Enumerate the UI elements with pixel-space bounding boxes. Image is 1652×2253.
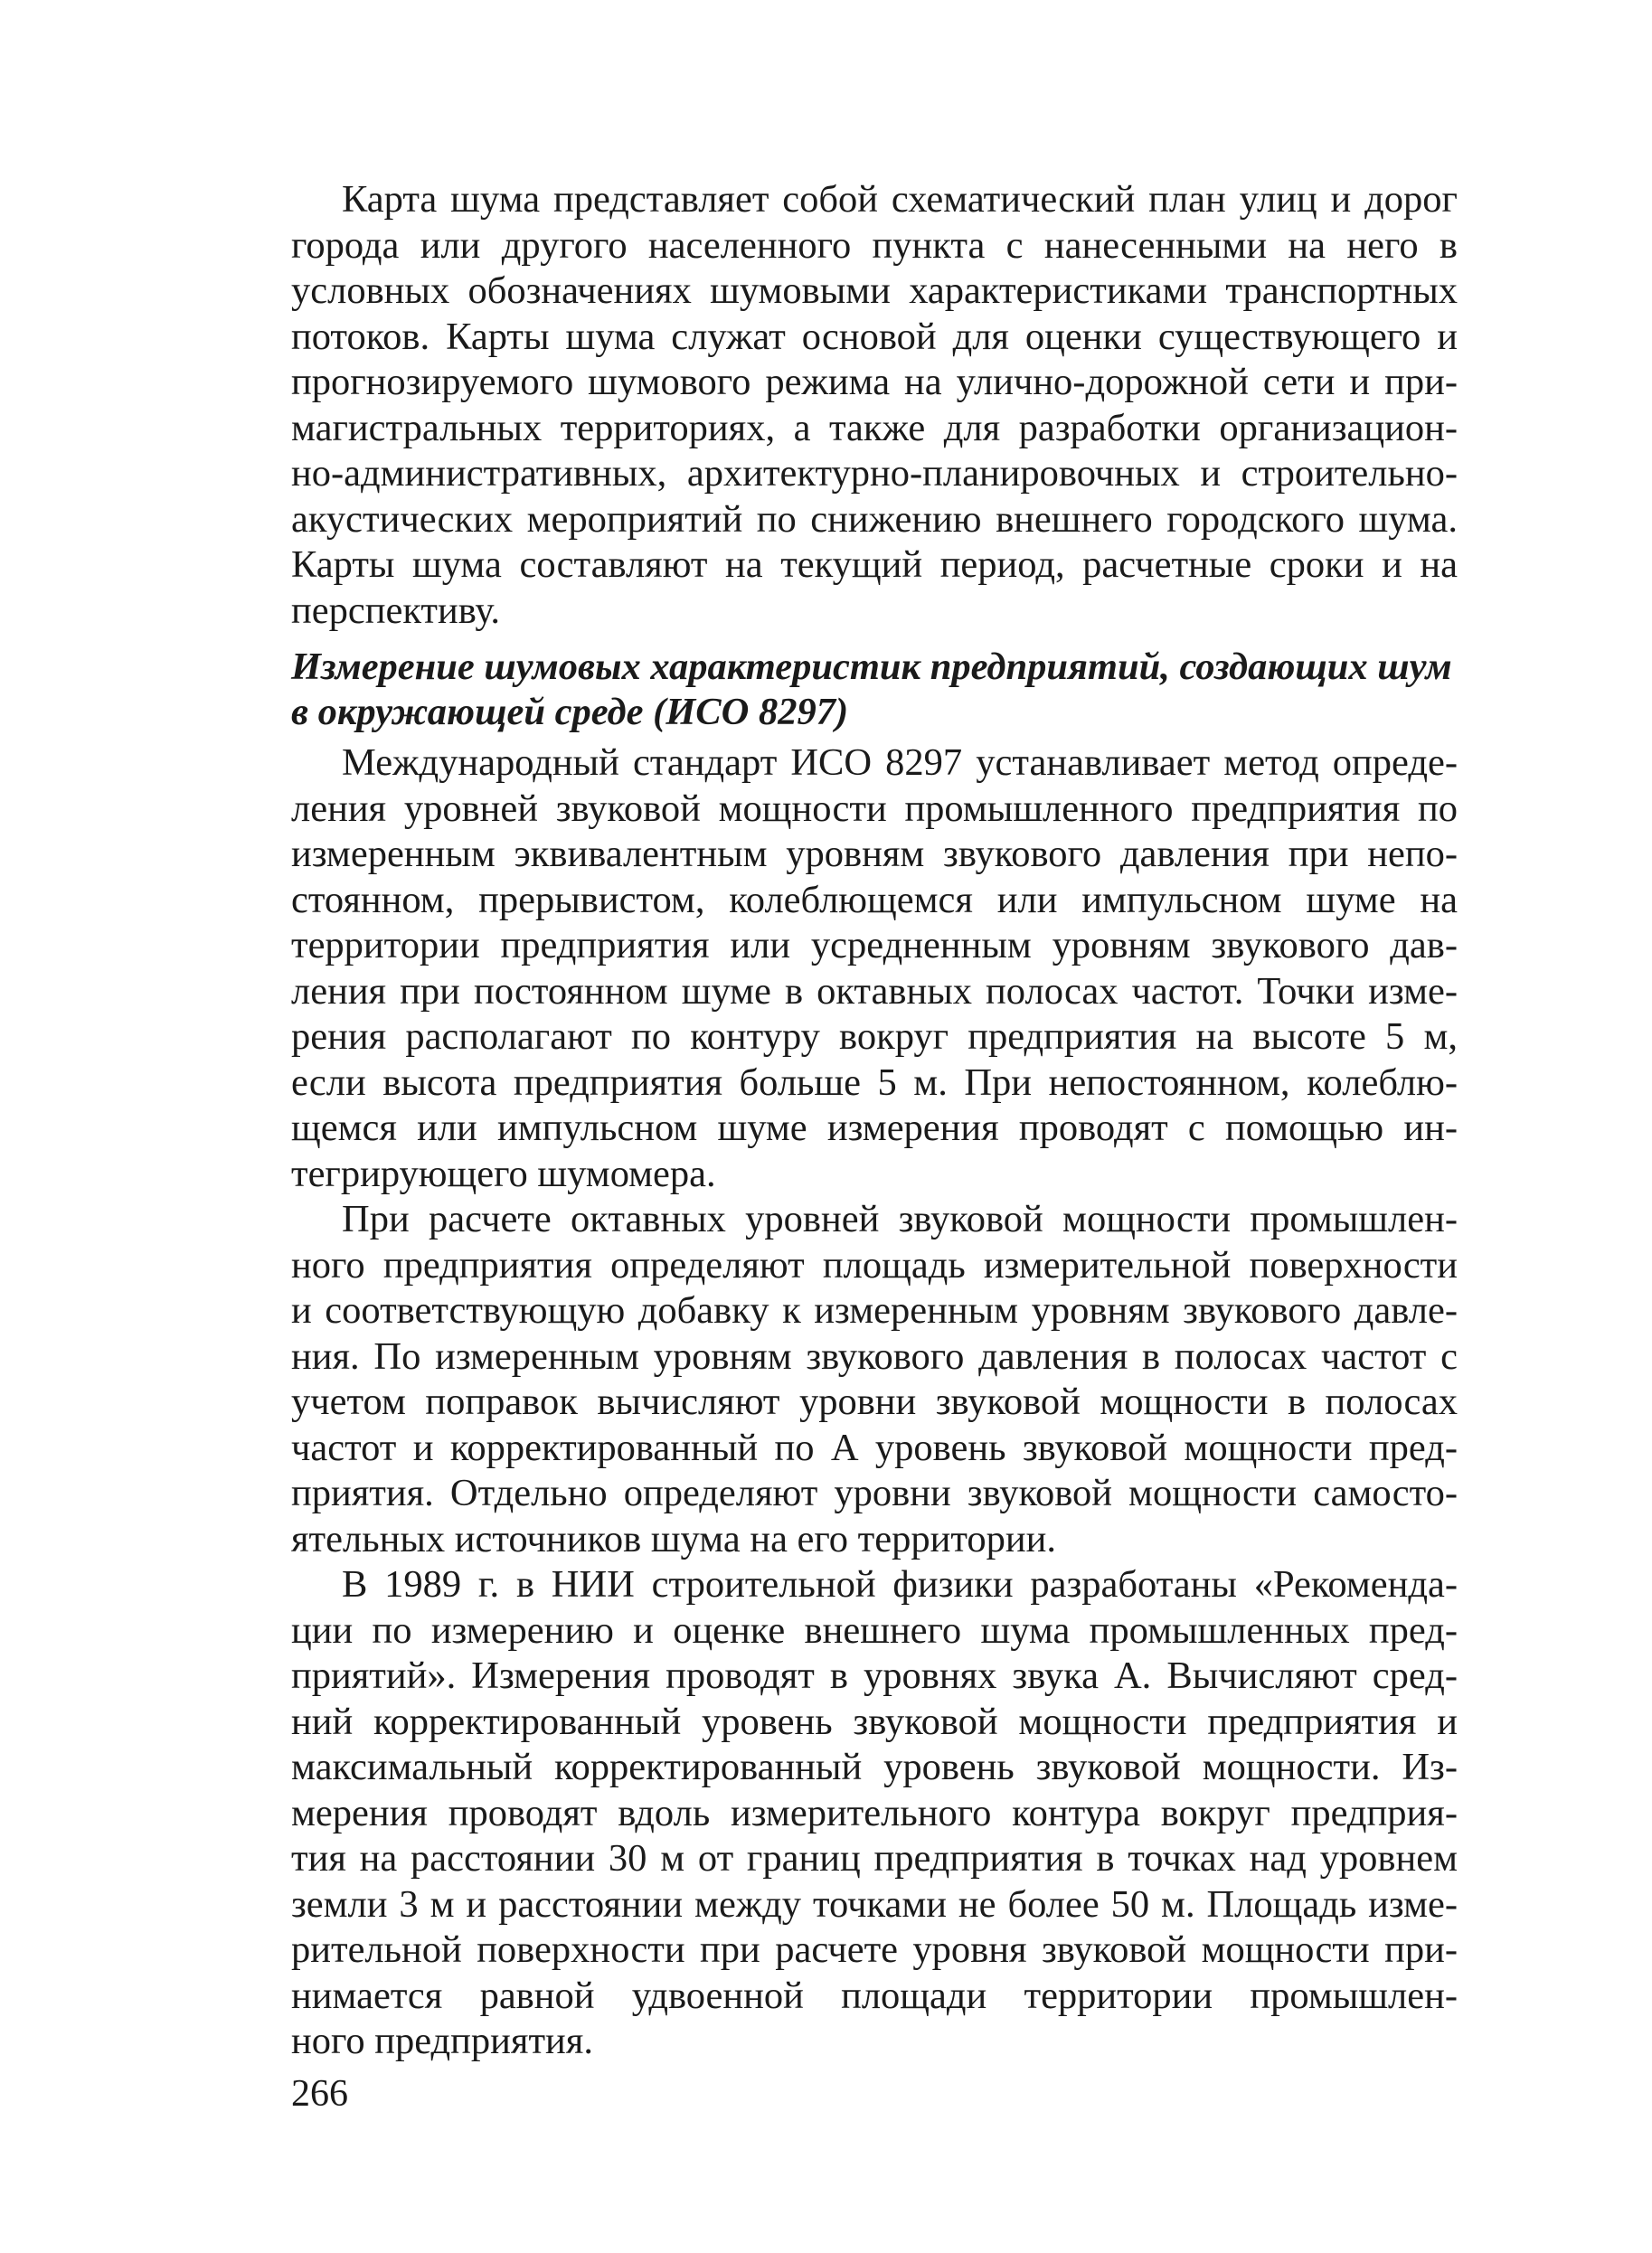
text-line: магистральных территориях, а также для разработки организацион-	[291, 406, 1458, 449]
text-line: мерения проводят вдоль измерительного контура вокруг предприя-	[291, 1791, 1458, 1834]
text-line: тегрирующего шумомера.	[291, 1152, 716, 1195]
text-line: рительной поверхности при расчете уровня звуковой мощности при-	[291, 1928, 1458, 1971]
text-line: ного предприятия.	[291, 2020, 593, 2062]
text-line: стоянном, прерывистом, колеблющемся или импульсном шуме на	[291, 878, 1458, 921]
text-line: но-административных, архитектурно-планировочных и строительно-	[291, 452, 1458, 495]
heading-line: в окружающей среде (ИСО 8297)	[291, 691, 849, 733]
paragraph-octave-levels	[291, 1197, 1458, 1562]
text-line: и соответствующую добавку к измеренным уровням звукового давле-	[291, 1289, 1458, 1332]
text-line: акустических мероприятий по снижению внешнего городского шума.	[291, 497, 1458, 541]
paragraph-iso-8297	[291, 740, 1458, 1197]
text-line: щемся или импульсном шуме измерения проводят с помощью ин-	[291, 1107, 1458, 1149]
page-number: 266	[291, 2073, 348, 2115]
text-line: перспективу.	[291, 589, 500, 632]
text-line: земли 3 м и расстоянии между точками не более 50 м. Площадь изме-	[291, 1882, 1458, 1926]
text-line: нимается равной удвоенной площади территории промышлен-	[291, 1974, 1458, 2017]
text-line: если высота предприятия больше 5 м. При непостоянном, колеблю-	[291, 1061, 1458, 1104]
text-line: ятельных источников шума на его территории.	[291, 1517, 1056, 1560]
text-line: тия на расстоянии 30 м от границ предприятия в точках над уровнем	[291, 1837, 1458, 1880]
text-line: ции по измерению и оценке внешнего шума промышленных пред-	[291, 1608, 1458, 1652]
text-line: ления при постоянном шуме в октавных полосах частот. Точки изме-	[291, 969, 1458, 1013]
text-line: частот и корректированный по А уровень звуковой мощности пред-	[291, 1426, 1458, 1469]
text-line: Международный стандарт ИСО 8297 устанавливает метод опреде-	[342, 741, 1458, 784]
section-heading	[291, 645, 1458, 735]
text-line: города или другого населенного пункта с нанесенными на него в	[291, 223, 1458, 267]
paragraph-recommendations-1989	[291, 1562, 1458, 2065]
text-line: учетом поправок вычисляют уровни звуковой мощности в полосах	[291, 1381, 1458, 1423]
text-line: приятий». Измерения проводят в уровнях звука А. Вычисляют сред-	[291, 1654, 1458, 1697]
text-line: Карта шума представляет собой схематический план улиц и дорог	[342, 178, 1458, 221]
text-line: При расчете октавных уровней звуковой мощности промышлен-	[342, 1198, 1458, 1240]
text-line: ния. По измеренным уровням звукового давления в полосах частот с	[291, 1334, 1458, 1378]
text-line: Карты шума составляют на текущий период, расчетные сроки и на	[291, 543, 1458, 586]
text-line: ления уровней звуковой мощности промышленного предприятия по	[291, 787, 1458, 830]
text-line: ний корректированный уровень звуковой мощности предприятия и	[291, 1700, 1458, 1743]
text-line: приятия. Отдельно определяют уровни звуковой мощности самосто-	[291, 1472, 1458, 1514]
text-line: рения располагают по контуру вокруг предприятия на высоте 5 м,	[291, 1015, 1458, 1058]
text-line: максимальный корректированный уровень звуковой мощности. Из-	[291, 1746, 1458, 1788]
text-line: В 1989 г. в НИИ строительной физики разработаны «Рекоменда-	[342, 1563, 1458, 1606]
text-line: измеренным эквивалентным уровням звукового давления при непо-	[291, 833, 1458, 875]
text-line: прогнозируемого шумового режима на улично-дорожной сети и при-	[291, 361, 1458, 403]
page-body	[291, 177, 1458, 2065]
text-line: ного предприятия определяют площадь измерительной поверхности	[291, 1243, 1458, 1287]
text-line: территории предприятия или усредненным уровням звукового дав-	[291, 924, 1458, 966]
text-line: потоков. Карты шума служат основой для оценки существующего и	[291, 315, 1458, 358]
heading-line: Измерение шумовых характеристик предприятий, создающих шум	[291, 646, 1452, 688]
paragraph-noise-map	[291, 177, 1458, 634]
text-line: условных обозначениях шумовыми характеристиками транспортных	[291, 269, 1458, 312]
